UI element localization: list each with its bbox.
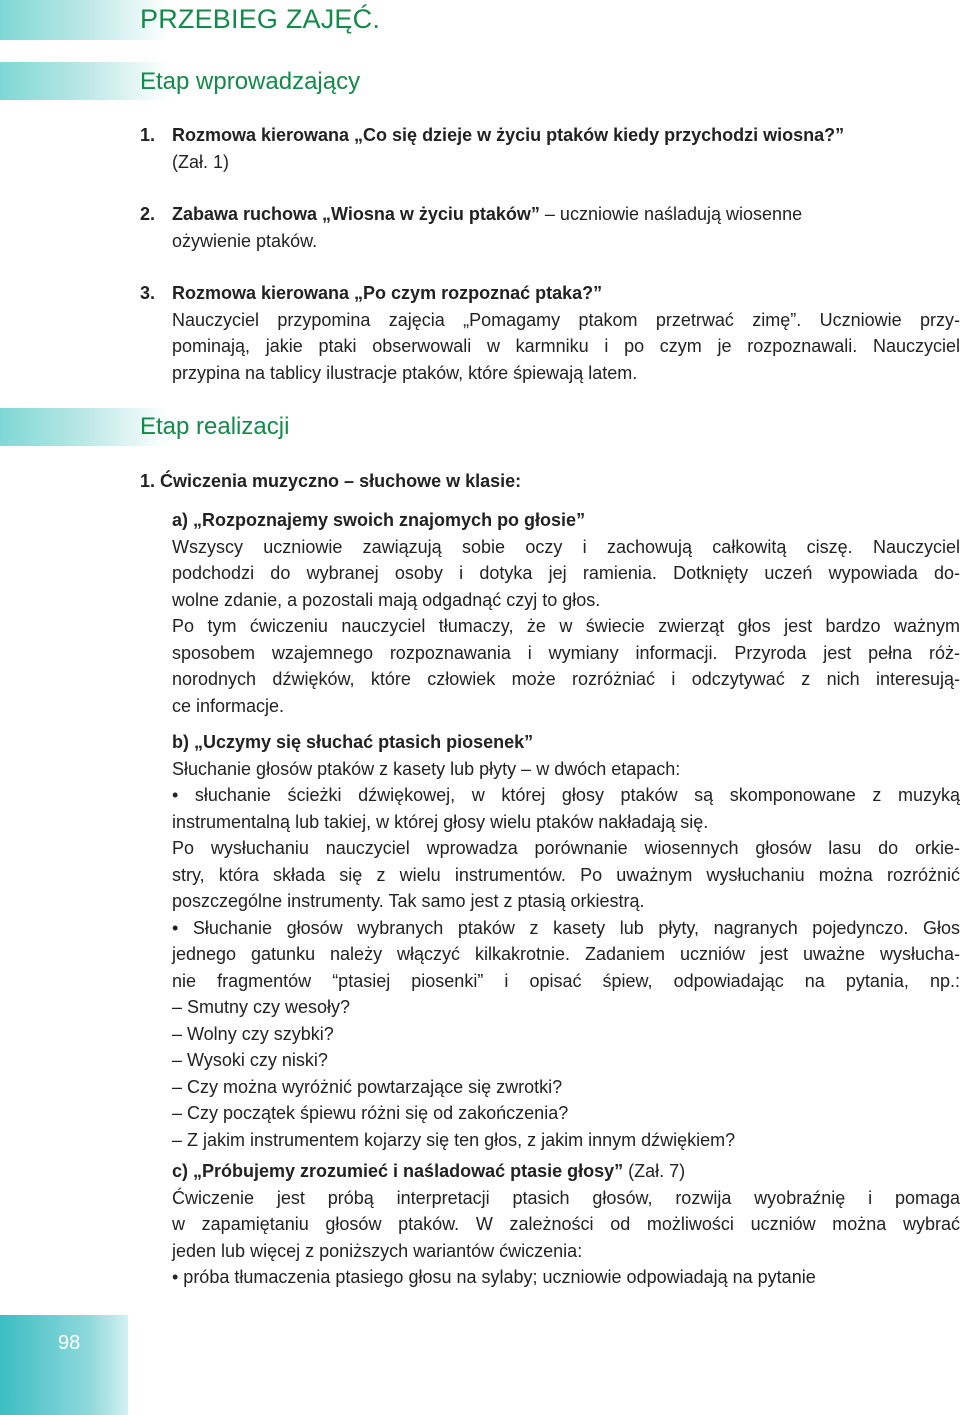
text-line: Po wysłuchaniu nauczyciel wprowadza porównanie wiosennych głosów lasu do orkie- [172, 838, 960, 858]
item-continuation: ożywienie ptaków. [172, 230, 318, 251]
text-line: w zapamiętaniu głosów ptaków. W zależności od możliwości uczniów można wybrać [172, 1214, 960, 1234]
exercise-b-title: b) „Uczymy się słuchać ptasich piosenek” [172, 732, 534, 752]
item-title: Zabawa ruchowa „Wiosna w życiu ptaków” [172, 204, 540, 224]
text-line: instrumentalną lub takiej, w której głosy wielu ptaków nakładają się. [172, 811, 709, 832]
text-line: przypina na tablicy ilustracje ptaków, które śpiewają latem. [172, 362, 638, 383]
text-line: jednego gatunku należy włączyć kilkakrotnie. Zadaniem uczniów jest uważne wysłucha- [172, 944, 960, 964]
text-line: jeden lub więcej z poniższych wariantów ćwiczenia: [172, 1240, 583, 1261]
exercise-a [172, 507, 960, 719]
text-line: norodnych dźwięków, które człowiek może rozróżniać i odczytywać z nich interesują- [172, 669, 960, 689]
stage1-item-3 [140, 280, 960, 386]
item-title: Rozmowa kierowana „Co się dzieje w życiu ptaków kiedy przychodzi wiosna?” [172, 125, 845, 145]
exercise-c-ref: (Zał. 7) [623, 1161, 686, 1181]
text-line: stry, która składa się z wielu instrumentów. Po uważnym wysłuchaniu można rozróżnić [172, 864, 960, 885]
text-line: wolne zdanie, a pozostali mają odgadnąć czyj to głos. [172, 589, 601, 610]
question-item: – Wolny czy szybki? [172, 1023, 334, 1044]
stage1-item-1 [140, 122, 844, 175]
bullet-line: • słuchanie ścieżki dźwiękowej, w której głosy ptaków są skomponowane z muzyką [172, 785, 960, 805]
page-number-box [0, 1315, 128, 1415]
stage1-title: Etap wprowadzający [140, 68, 361, 95]
exercise-c [172, 1158, 960, 1291]
text-line: podchodzi do wybranej osoby i dotyka jej ramienia. Dotknięty uczeń wypowiada do- [172, 563, 960, 583]
text-line: sposobem wzajemnego rozpoznawania i wymiany informacji. Przyroda jest pełna róż- [172, 642, 960, 663]
exercise-b [172, 729, 960, 1153]
text-line: Nauczyciel przypomina zajęcia „Pomagamy ptakom przetrwać zimę”. Uczniowie przy- [172, 309, 960, 330]
question-item: – Czy można wyróżnić powtarzające się zwrotki? [172, 1076, 563, 1097]
question-item: – Wysoki czy niski? [172, 1050, 328, 1070]
item-number: 1. [140, 125, 156, 145]
exercise-heading: 1. Ćwiczenia muzyczno – słuchowe w klasie: [140, 471, 522, 491]
bullet-line: • Słuchanie głosów wybranych ptaków z kasety lub płyty, nagranych pojedynczo. Głos [172, 917, 960, 938]
text-line: Wszyscy uczniowie zawiązują sobie oczy i zachowują całkowitą ciszę. Nauczyciel [172, 536, 960, 557]
item-rest: – uczniowie naśladują wiosenne [539, 204, 803, 224]
text-line: poszczególne instrumenty. Tak samo jest z ptasią orkiestrą. [172, 891, 645, 911]
page-title: PRZEBIEG ZAJĘĆ. [140, 4, 381, 34]
stage1-item-2 [140, 201, 802, 254]
item-number: 3. [140, 283, 156, 303]
exercise-c-title: c) „Próbujemy zrozumieć i naśladować ptasie głosy” [172, 1161, 624, 1181]
text-line: Po tym ćwiczeniu nauczyciel tłumaczy, że w świecie zwierząt głos jest bardzo ważnym [172, 616, 960, 636]
bullet-line: • próba tłumaczenia ptasiego głosu na sylaby; uczniowie odpowiadają na pytanie [172, 1267, 816, 1287]
text-line: pominają, jakie ptaki obserwowali w karmniku i po czym je rozpoznawali. Nauczyciel [172, 336, 960, 356]
item-title: Rozmowa kierowana „Po czym rozpoznać ptaka?” [172, 283, 603, 303]
item-continuation: (Zał. 1) [172, 151, 230, 172]
page-number: 98 [58, 1332, 81, 1354]
exercise-a-title: a) „Rozpoznajemy swoich znajomych po głosie” [172, 510, 586, 530]
text-line: nie fragmentów “ptasiej piosenki” i opisać śpiew, odpowiadając na pytania, np.: [172, 970, 960, 991]
text-line: Słuchanie głosów ptaków z kasety lub płyty – w dwóch etapach: [172, 758, 681, 779]
question-item: – Z jakim instrumentem kojarzy się ten głos, z jakim innym dźwiękiem? [172, 1129, 736, 1150]
text-line: Ćwiczenie jest próbą interpretacji ptasich głosów, rozwija wyobraźnię i pomaga [172, 1187, 960, 1208]
stage2-title: Etap realizacji [140, 413, 290, 440]
text-line: ce informacje. [172, 695, 285, 716]
item-number: 2. [140, 204, 156, 224]
question-item: – Smutny czy wesoły? [172, 997, 351, 1017]
question-item: – Czy początek śpiewu różni się od zakończenia? [172, 1103, 569, 1123]
